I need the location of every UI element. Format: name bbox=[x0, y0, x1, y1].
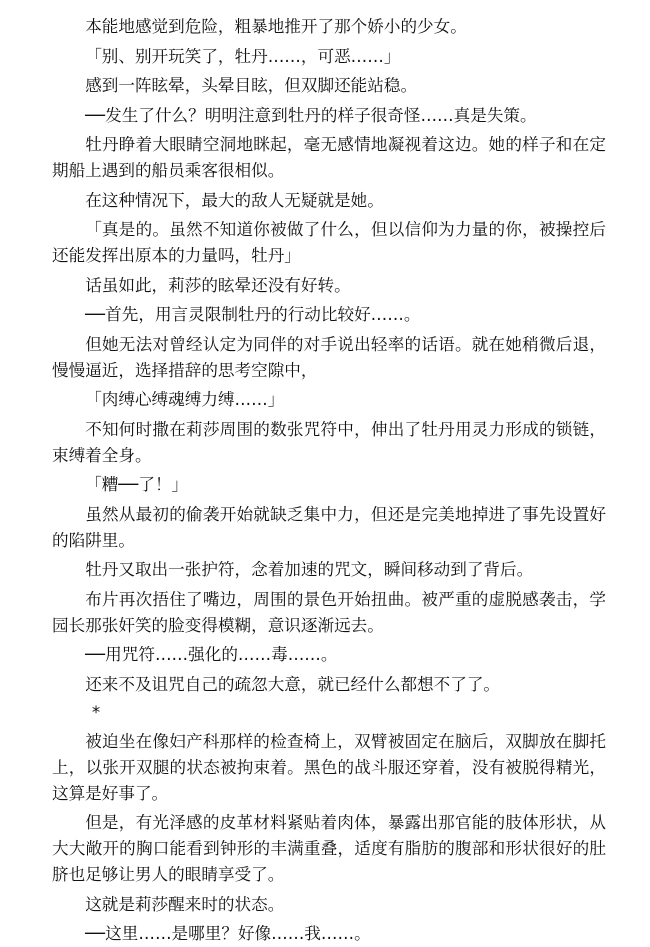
paragraph: 感到一阵眩晕，头晕目眩，但双脚还能站稳。 bbox=[85, 76, 418, 95]
paragraph: 虽然从最初的偷袭开始就缺乏集中力，但还是完美地掉进了事先设置好的陷阱里。 bbox=[52, 504, 606, 550]
inner-thought: ──首先，用言灵限制牡丹的行动比较好……。 bbox=[85, 305, 421, 324]
scene-separator: * bbox=[91, 703, 101, 722]
dialogue-line: 「肉缚心缚魂缚力缚……」 bbox=[85, 390, 285, 409]
paragraph: 还来不及诅咒自己的疏忽大意，就已经什么都想不了了。 bbox=[85, 674, 501, 694]
inner-thought: ──这里……是哪里？好像……我……。 bbox=[85, 924, 371, 943]
dialogue-line: 「别、别开玩笑了，牡丹……，可恶……」 bbox=[85, 46, 401, 66]
paragraph: 在这种情况下，最大的敌人无疑就是她。 bbox=[85, 190, 384, 210]
paragraph: 牡丹又取出一张护符，念着加速的咒文，瞬间移动到了背后。 bbox=[85, 560, 534, 579]
paragraph: 不知何时撒在莉莎周围的数张咒符中，伸出了牡丹用灵力形成的锁链，束缚着全身。 bbox=[52, 419, 606, 465]
paragraph: 但是，有光泽感的皮革材料紧贴着肉体，暴露出那官能的肢体形状，从大大敞开的胸口能看到钟形的丰满重叠，适度有脂肪的腹部和形状很好的肚脐也足够让男人的眼睛享受了。 bbox=[52, 813, 606, 884]
paragraph: 牡丹睁着大眼睛空洞地眯起，毫无感情地凝视着这边。她的样子和在定期船上遇到的船员乘客很相似。 bbox=[52, 135, 606, 180]
paragraph: 话虽如此，莉莎的眩晕还没有好转。 bbox=[85, 275, 351, 295]
paragraph: 但她无法对曾经认定为同伴的对手说出轻率的话语。就在她稍微后退，慢慢逼近，选择措辞的思考空隙中， bbox=[52, 334, 606, 380]
paragraph: 布片再次捂住了嘴边，周围的景色开始扭曲。被严重的虚脱感袭击，学园长那张奸笑的脸变得模糊，意识逐渐远去。 bbox=[52, 589, 606, 635]
paragraph: 这就是莉莎醒来时的状态。 bbox=[85, 894, 285, 914]
paragraph: 被迫坐在像妇产科那样的检查椅上，双臂被固定在脑后，双脚放在脚托上，以张开双腿的状态被拘束着。黑色的战斗服还穿着，没有被脱得精光，这算是好事了。 bbox=[52, 731, 606, 803]
inner-thought: ──用咒符……强化的……毒……。 bbox=[85, 645, 338, 664]
inner-thought: ──发生了什么？明明注意到牡丹的样子很奇怪……真是失策。 bbox=[85, 105, 537, 125]
paragraph: 本能地感觉到危险，粗暴地推开了那个娇小的少女。 bbox=[85, 17, 467, 36]
dialogue-line: 「糟──了！」 bbox=[85, 475, 189, 494]
dialogue-line: 「真是的。虽然不知道你被做了什么，但以信仰为力量的你，被操控后还能发挥出原本的力量吗，牡丹」 bbox=[52, 220, 606, 265]
